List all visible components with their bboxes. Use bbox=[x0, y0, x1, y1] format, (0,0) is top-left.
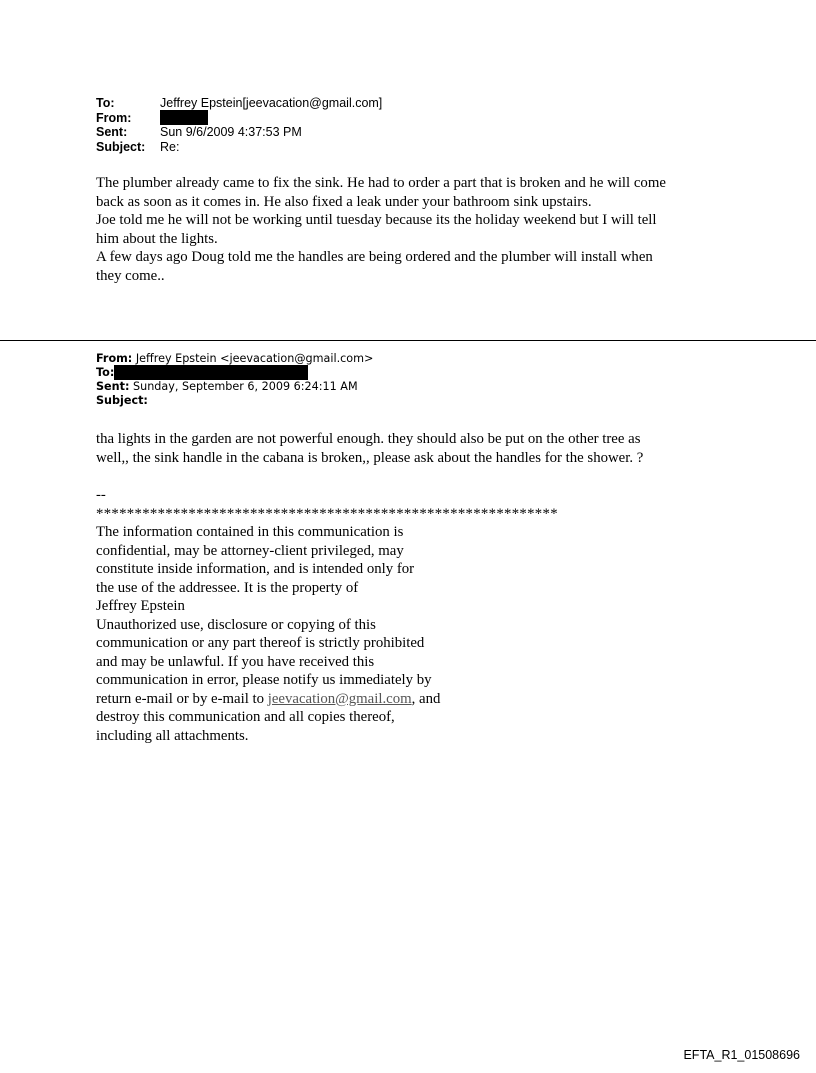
disclaimer-line: Unauthorized use, disclosure or copying of this bbox=[96, 616, 376, 633]
body-line: tha lights in the garden are not powerful enough. they should also be put on the other tree as bbox=[96, 431, 641, 447]
disclaimer-line bbox=[96, 690, 558, 709]
signature-block bbox=[96, 486, 558, 745]
to-label: To: bbox=[96, 366, 115, 379]
signature-stars: ************************************************************ bbox=[96, 505, 558, 522]
body-line: A few days ago Doug told me the handles are being ordered and the plumber will install when bbox=[96, 249, 653, 265]
sent-label: Sent: bbox=[96, 380, 130, 393]
disclaimer-line: communication in error, please notify us immediately by bbox=[96, 672, 432, 688]
body-line: him about the lights. bbox=[96, 230, 218, 247]
disclaimer-line: Jeffrey Epstein bbox=[96, 598, 185, 614]
original-body bbox=[96, 430, 643, 467]
body-line: The plumber already came to fix the sink. He had to order a part that is broken and he will come bbox=[96, 175, 666, 191]
divider bbox=[0, 340, 816, 341]
reply-header bbox=[96, 96, 382, 154]
sent-label: Sent: bbox=[96, 125, 128, 139]
disclaimer-line: The information contained in this communication is bbox=[96, 524, 404, 540]
signature-dashes: -- bbox=[96, 487, 106, 503]
redaction-box bbox=[160, 110, 208, 125]
to-label: To: bbox=[96, 96, 115, 110]
body-line: they come.. bbox=[96, 267, 165, 284]
sent-value: Sun 9/6/2009 4:37:53 PM bbox=[160, 125, 302, 139]
email-link[interactable]: jeevacation@gmail.com bbox=[267, 690, 412, 707]
disclaimer-text: , and bbox=[411, 690, 441, 707]
to-value: Jeffrey Epstein[jeevacation@gmail.com] bbox=[160, 96, 383, 110]
disclaimer-line: the use of the addressee. It is the property of bbox=[96, 579, 359, 596]
subject-value: Re: bbox=[160, 139, 180, 154]
subject-label: Subject: bbox=[96, 139, 146, 154]
from-value: Jeffrey Epstein <jeevacation@gmail.com> bbox=[135, 352, 374, 365]
redaction-box bbox=[114, 365, 308, 380]
subject-label: Subject: bbox=[96, 394, 148, 407]
reply-body bbox=[96, 174, 666, 285]
disclaimer-text: return e-mail or by e-mail to bbox=[96, 690, 268, 707]
body-line: back as soon as it comes in. He also fixed a leak under your bathroom sink upstairs. bbox=[96, 193, 592, 210]
disclaimer-line: and may be unlawful. If you have received this bbox=[96, 653, 375, 670]
disclaimer-line: including all attachments. bbox=[96, 727, 249, 744]
body-line: well,, the sink handle in the cabana is broken,, please ask about the handles for the shower. ? bbox=[96, 449, 644, 466]
original-header bbox=[96, 352, 373, 408]
document-id: EFTA_R1_01508696 bbox=[683, 1048, 800, 1062]
disclaimer-line: confidential, may be attorney-client privileged, may bbox=[96, 542, 404, 559]
from-label: From: bbox=[96, 110, 132, 125]
disclaimer-line: constitute inside information, and is intended only for bbox=[96, 561, 415, 577]
body-line: Joe told me he will not be working until tuesday because its the holiday weekend but I will tell bbox=[96, 212, 657, 228]
from-label: From: bbox=[96, 352, 133, 365]
disclaimer-line: communication or any part thereof is strictly prohibited bbox=[96, 635, 425, 651]
disclaimer-line: destroy this communication and all copies thereof, bbox=[96, 709, 395, 725]
sent-value: Sunday, September 6, 2009 6:24:11 AM bbox=[133, 380, 358, 393]
